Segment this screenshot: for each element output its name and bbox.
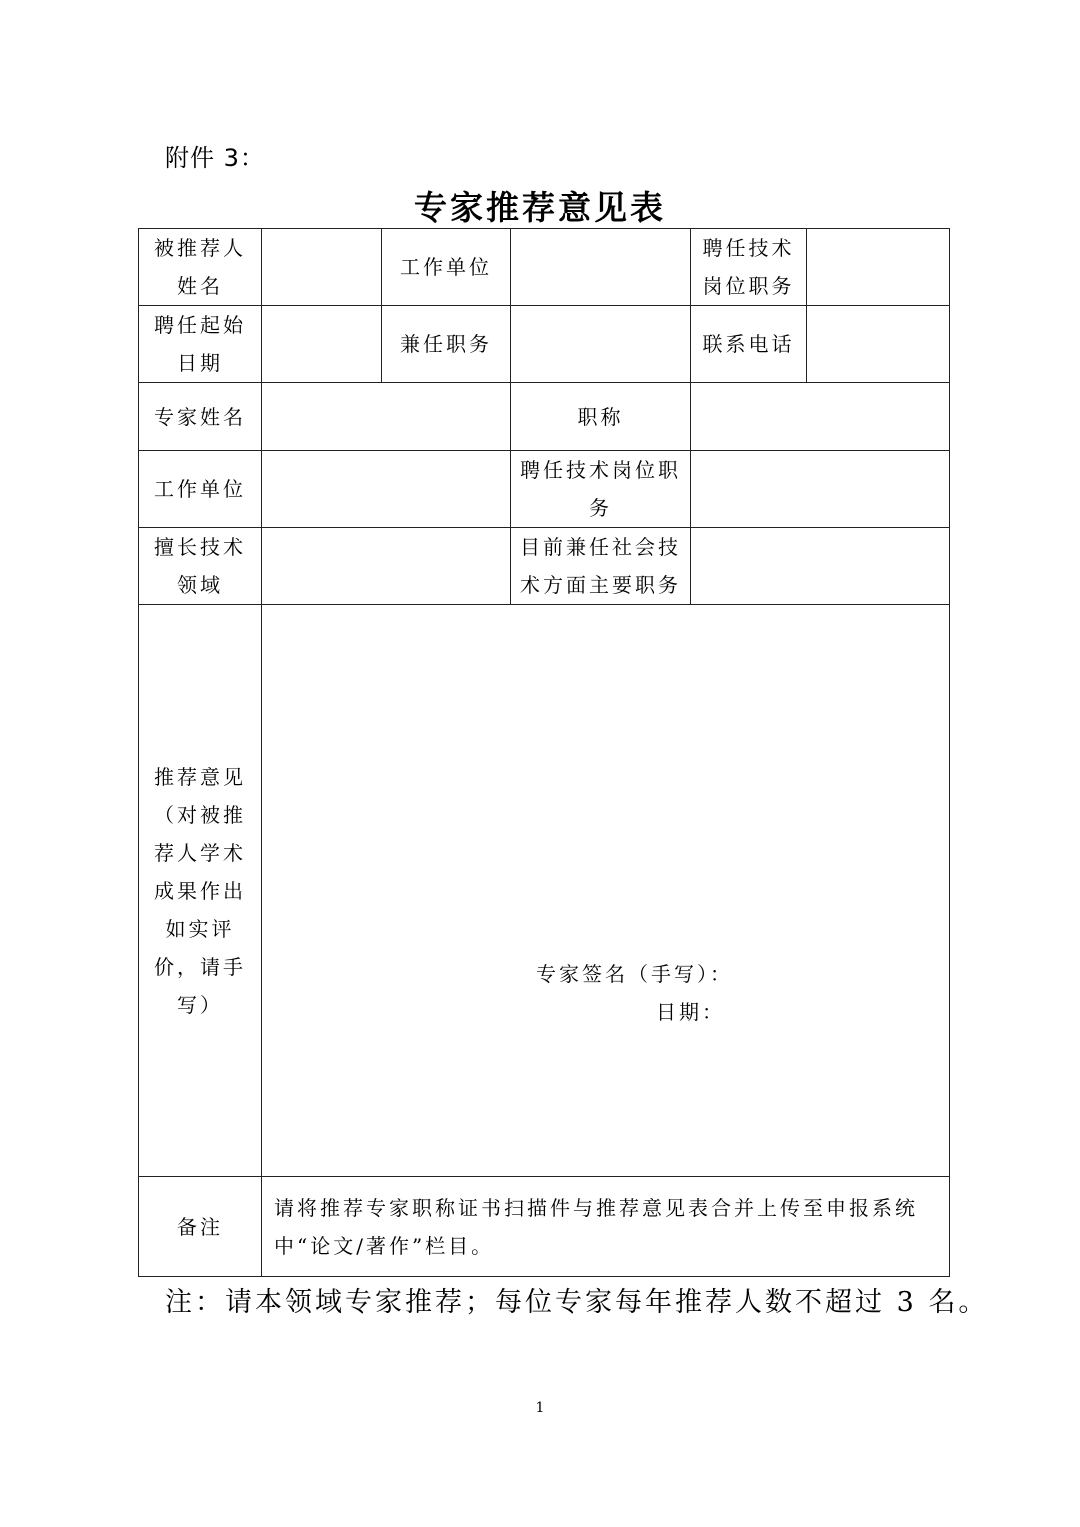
title-rank-field[interactable] bbox=[691, 383, 950, 451]
tech-position-field[interactable] bbox=[807, 229, 950, 306]
tech-position-label: 聘任技术岗位职务 bbox=[691, 229, 807, 306]
expert-work-unit-field[interactable] bbox=[262, 451, 511, 528]
form-row bbox=[139, 528, 950, 605]
title-rank-label: 职称 bbox=[511, 383, 691, 451]
start-date-field[interactable] bbox=[262, 306, 382, 383]
concurrent-post-label: 兼任职务 bbox=[382, 306, 511, 383]
form-row bbox=[139, 451, 950, 528]
attachment-label: 附件 3： bbox=[165, 144, 265, 172]
signature-label: 专家签名（手写）： bbox=[536, 962, 733, 986]
page-number: 1 bbox=[535, 1400, 545, 1416]
phone-field[interactable] bbox=[807, 306, 950, 383]
social-post-label: 目前兼任社会技术方面主要职务 bbox=[511, 528, 691, 605]
work-unit-field[interactable] bbox=[511, 229, 691, 306]
nominee-name-label: 被推荐人姓名 bbox=[139, 229, 262, 306]
expert-tech-position-label: 聘任技术岗位职务 bbox=[511, 451, 691, 528]
expert-name-label: 专家姓名 bbox=[139, 383, 262, 451]
expert-work-unit-label: 工作单位 bbox=[139, 451, 262, 528]
opinion-field[interactable] bbox=[262, 605, 950, 1177]
form-row bbox=[139, 306, 950, 383]
expert-name-field[interactable] bbox=[262, 383, 511, 451]
nominee-name-field[interactable] bbox=[262, 229, 382, 306]
footnote: 注：请本领域专家推荐；每位专家每年推荐人数不超过 3 名。 bbox=[165, 1287, 989, 1318]
date-label: 日期： bbox=[656, 1000, 725, 1024]
concurrent-post-field[interactable] bbox=[511, 306, 691, 383]
opinion-label: 推荐意见（对被推荐人学术成果作出如实评价，请手写） bbox=[139, 605, 262, 1177]
remarks-label: 备注 bbox=[139, 1177, 262, 1277]
expert-tech-position-field[interactable] bbox=[691, 451, 950, 528]
form-row bbox=[139, 383, 950, 451]
phone-label: 联系电话 bbox=[691, 306, 807, 383]
signature-block bbox=[536, 955, 733, 1031]
form-row bbox=[139, 605, 950, 1177]
form-row bbox=[139, 229, 950, 306]
form-row bbox=[139, 1177, 950, 1277]
work-unit-label: 工作单位 bbox=[382, 229, 511, 306]
social-post-field[interactable] bbox=[691, 528, 950, 605]
remarks-text: 请将推荐专家职称证书扫描件与推荐意见表合并上传至申报系统中“论文/著作”栏目。 bbox=[274, 1195, 918, 1258]
remarks-field bbox=[262, 1177, 950, 1277]
recommendation-form bbox=[138, 228, 950, 1277]
form-title: 专家推荐意见表 bbox=[414, 188, 666, 227]
expertise-label: 擅长技术领域 bbox=[139, 528, 262, 605]
start-date-label: 聘任起始日期 bbox=[139, 306, 262, 383]
expertise-field[interactable] bbox=[262, 528, 511, 605]
